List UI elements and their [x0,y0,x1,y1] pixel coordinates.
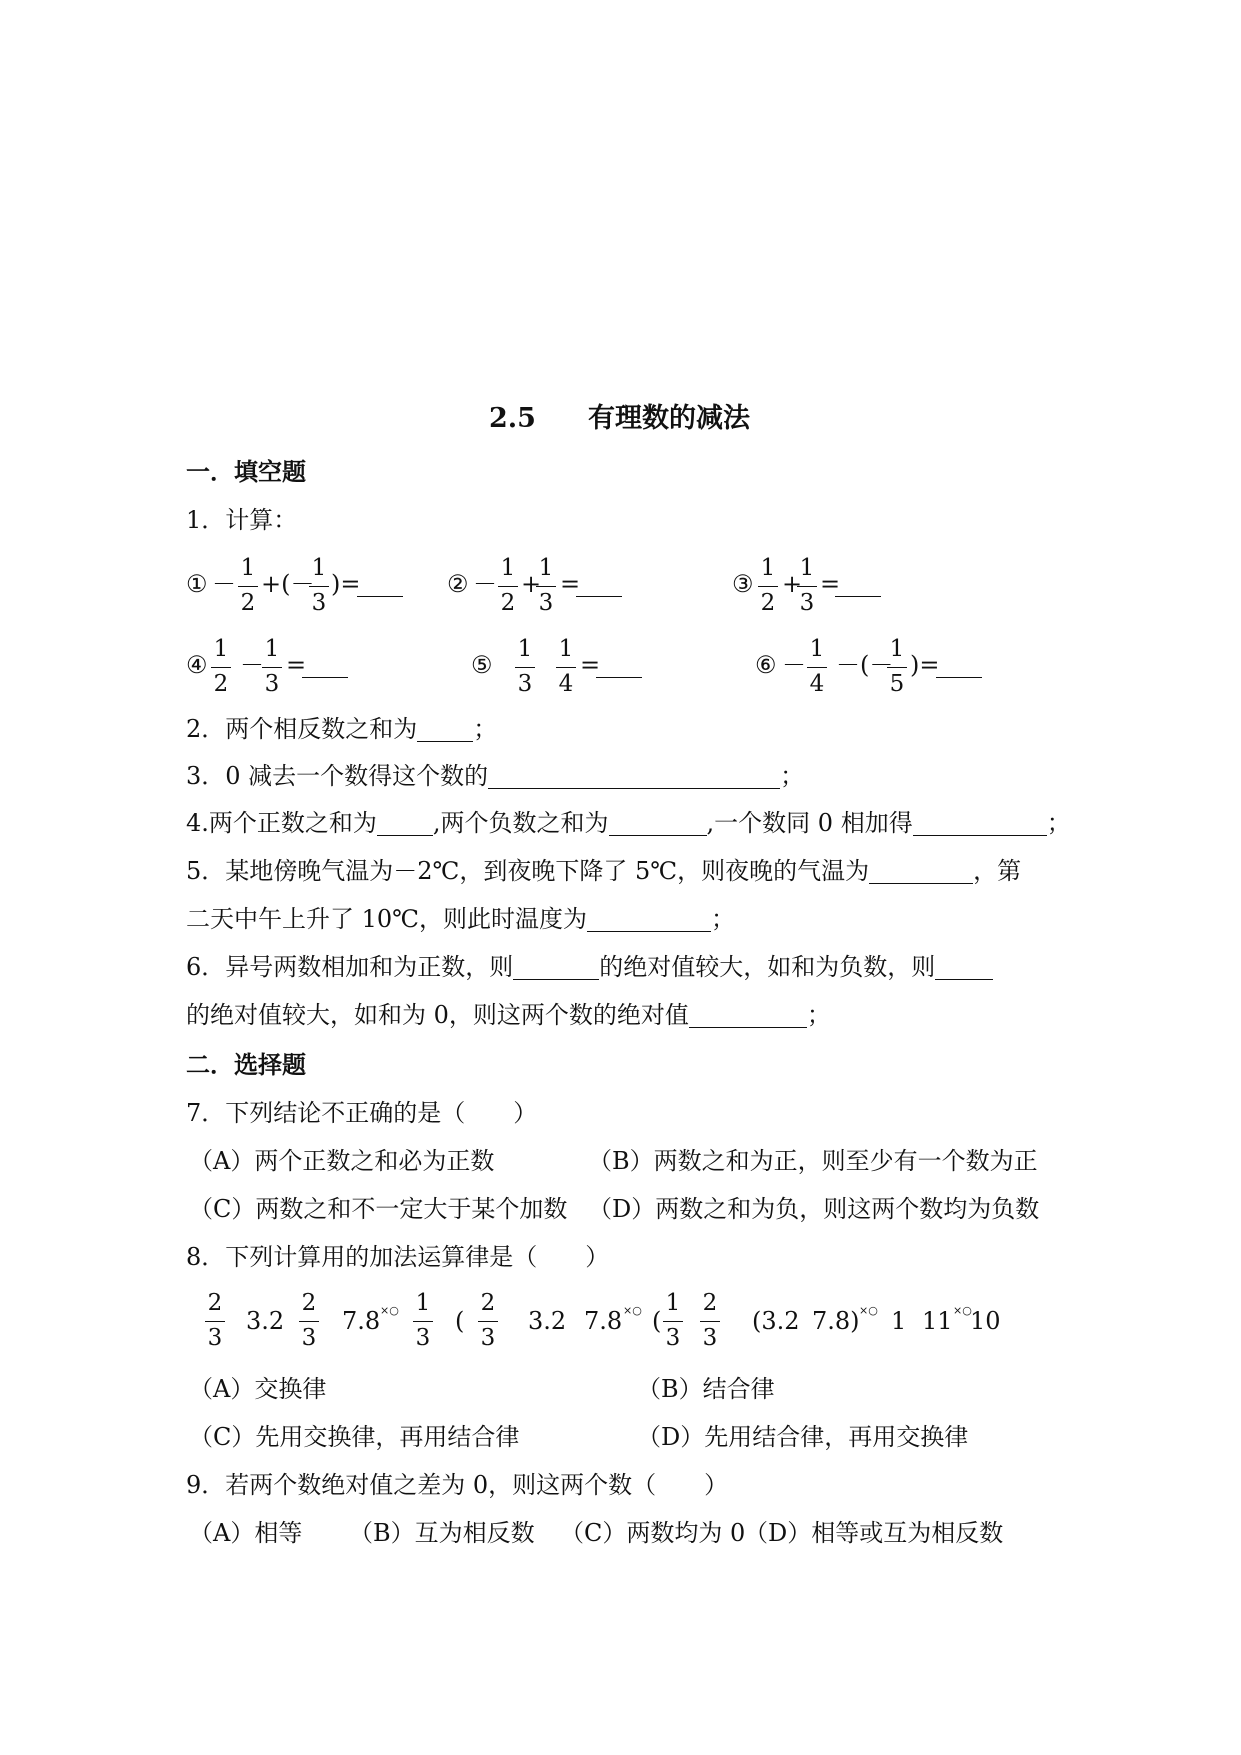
numerator: 1 [240,555,256,581]
numerator: 2 [207,1290,223,1316]
expr-term: 3.2 [528,1307,567,1335]
numerator: 2 [702,1290,718,1316]
expr-term: (3.2 [752,1307,800,1335]
numerator: 2 [480,1290,496,1316]
question-9-option-b: （B）互为相反数 [349,1519,535,1547]
expr-term: ( [652,1307,662,1335]
q1-item-5-circle: ⑤ [471,651,493,679]
q1-item-2-pre: － [473,570,497,598]
question-5-end: ； [711,905,736,933]
denominator: 3 [538,590,554,616]
answer-blank [587,907,711,932]
q1-item-4-circle: ④ [186,651,208,679]
numerator: 1 [558,636,574,662]
question-5-text: 5．某地傍晚气温为－2℃，到夜晚下降了 5℃，则夜晚的气温为 [186,857,870,885]
fraction-bar [807,667,827,668]
question-6-line-2 [186,1003,831,1028]
question-2 [186,717,497,742]
q1-item-3-mid: + [782,570,803,598]
question-7-option-b: （B）两数之和为正，则至少有一个数为正 [588,1147,1038,1175]
question-7-option-d: （D）两数之和为负，则这两个数均为负数 [588,1195,1040,1223]
numerator: 1 [760,555,776,581]
answer-blank [869,859,973,884]
question-6-end: ； [806,1001,831,1029]
q1-label: 1．计算： [186,506,298,534]
q1-item-4-mid: － [240,651,264,679]
question-4-part-1: 4.两个正数之和为 [186,809,377,837]
question-5-line-1-end: ，第 [973,857,1022,885]
question-8-option-d: （D）先用结合律，再用交换律 [637,1423,969,1451]
title-text: 有理数的减法 [587,403,750,434]
page-title [489,405,750,432]
garbled-operator-mark: ×○ [623,1304,642,1317]
q1-item-2-mid: + [521,570,542,598]
q1-item-1-circle: ① [186,570,208,598]
fraction-bar [205,1321,225,1322]
answer-blank [689,1003,807,1028]
question-8-option-c: （C）先用交换律，再用结合律 [189,1423,520,1451]
question-9-option-a: （A）相等 [189,1519,303,1547]
answer-blank [576,572,622,597]
fraction-bar [887,667,907,668]
denominator: 2 [500,590,516,616]
denominator: 3 [207,1325,223,1351]
denominator: 4 [558,671,574,697]
fraction-bar [556,667,576,668]
fraction-bar [211,667,231,668]
numerator: 1 [500,555,516,581]
question-5-line-2 [186,907,735,932]
numerator: 1 [311,555,327,581]
question-8-option-b: （B）结合律 [637,1375,775,1403]
denominator: 3 [415,1325,431,1351]
fraction-bar [309,586,329,587]
answer-blank [513,955,599,980]
numerator: 1 [213,636,229,662]
expr-term: 7.8 [584,1307,623,1335]
fraction-bar [299,1321,319,1322]
answer-blank [609,811,707,836]
denominator: 3 [799,590,815,616]
garbled-operator-mark: ×○ [953,1304,972,1317]
denominator: 2 [760,590,776,616]
question-9-option-c: （C）两数均为 0 [560,1519,746,1547]
question-5-line-1 [186,859,1021,884]
fraction-bar [758,586,778,587]
answer-blank [302,653,348,678]
answer-blank [417,717,473,742]
denominator: 4 [809,671,825,697]
denominator: 2 [213,671,229,697]
fraction-bar [515,667,535,668]
question-8-stem: 8．下列计算用的加法运算律是（ ） [186,1243,610,1271]
q1-item-6-pre: － [782,651,806,679]
section-multiple-choice: 二．选择题 [186,1050,306,1079]
fraction-bar [238,586,258,587]
q1-item-1-mid: +(－ [261,570,315,598]
q1-item-6-circle: ⑥ [755,651,777,679]
expr-term: ( [455,1307,465,1335]
fraction-bar [262,667,282,668]
question-5-text-2: 二天中午上升了 10℃，则此时温度为 [186,905,588,933]
fraction-bar [700,1321,720,1322]
question-9-stem: 9．若两个数绝对值之差为 0，则这两个数（ ） [186,1471,729,1499]
fraction-bar [498,586,518,587]
answer-blank [488,764,780,789]
garbled-operator-mark: ×○ [859,1304,878,1317]
question-7-option-a: （A）两个正数之和必为正数 [189,1147,495,1175]
fraction-bar [536,586,556,587]
numerator: 1 [799,555,815,581]
fraction-bar [413,1321,433,1322]
question-4-end: ； [1046,809,1071,837]
title-number: 2.5 [489,403,536,434]
question-6-line-1 [186,955,993,980]
numerator: 2 [301,1290,317,1316]
fraction-bar [478,1321,498,1322]
numerator: 1 [889,636,905,662]
numerator: 1 [665,1290,681,1316]
q1-item-5-post: = [580,651,601,679]
question-4-part-3: ,一个数同 0 相加得 [706,809,913,837]
q1-item-4-post: = [286,651,307,679]
denominator: 3 [480,1325,496,1351]
question-6-text-b: 的绝对值较大，如和为负数，则 [599,953,936,981]
question-7-option-c: （C）两数之和不一定大于某个加数 [189,1195,568,1223]
question-4 [186,811,1071,836]
q1-item-6-post: )= [910,651,940,679]
question-2-end: ； [473,715,498,743]
denominator: 3 [264,671,280,697]
q1-item-1-pre: － [212,570,236,598]
fraction-bar [663,1321,683,1322]
answer-blank [835,572,881,597]
expr-term: 7.8 [342,1307,381,1335]
question-7-stem: 7．下列结论不正确的是（ ） [186,1099,538,1127]
numerator: 1 [538,555,554,581]
question-6-text-c: 的绝对值较大，如和为 0，则这两个数的绝对值 [186,1001,689,1029]
numerator: 1 [264,636,280,662]
numerator: 1 [415,1290,431,1316]
numerator: 1 [809,636,825,662]
garbled-operator-mark: ×○ [380,1304,399,1317]
denominator: 3 [311,590,327,616]
denominator: 2 [240,590,256,616]
answer-blank [935,955,993,980]
expr-term: 7.8) [812,1307,860,1335]
question-3 [186,764,804,789]
question-3-text: 3．0 减去一个数得这个数的 [186,762,489,790]
answer-blank [596,653,642,678]
q1-item-6-mid: －(－ [836,651,894,679]
question-4-part-2: ,两个负数之和为 [432,809,609,837]
question-9-option-d: （D）相等或互为相反数 [744,1519,1004,1547]
expr-term: 11 [922,1307,953,1335]
section-fill-in: 一．填空题 [186,457,306,486]
numerator: 1 [517,636,533,662]
q1-item-3-circle: ③ [732,570,754,598]
answer-blank [357,572,403,597]
q1-item-3-post: = [820,570,841,598]
answer-blank [936,653,982,678]
q1-item-2-post: = [560,570,581,598]
expr-term: 10 [970,1307,1001,1335]
q1-item-2-circle: ② [447,570,469,598]
denominator: 3 [301,1325,317,1351]
fraction-bar [797,586,817,587]
denominator: 3 [702,1325,718,1351]
denominator: 3 [665,1325,681,1351]
answer-blank [913,811,1047,836]
expr-term: 1 [891,1307,907,1335]
question-8-option-a: （A）交换律 [189,1375,327,1403]
answer-blank [377,811,433,836]
expr-term: 3.2 [246,1307,285,1335]
question-6-text-a: 6．异号两数相加和为正数，则 [186,953,514,981]
denominator: 3 [517,671,533,697]
q1-item-1-post: )= [331,570,361,598]
question-2-text: 2．两个相反数之和为 [186,715,418,743]
denominator: 5 [889,671,905,697]
question-3-end: ； [780,762,805,790]
